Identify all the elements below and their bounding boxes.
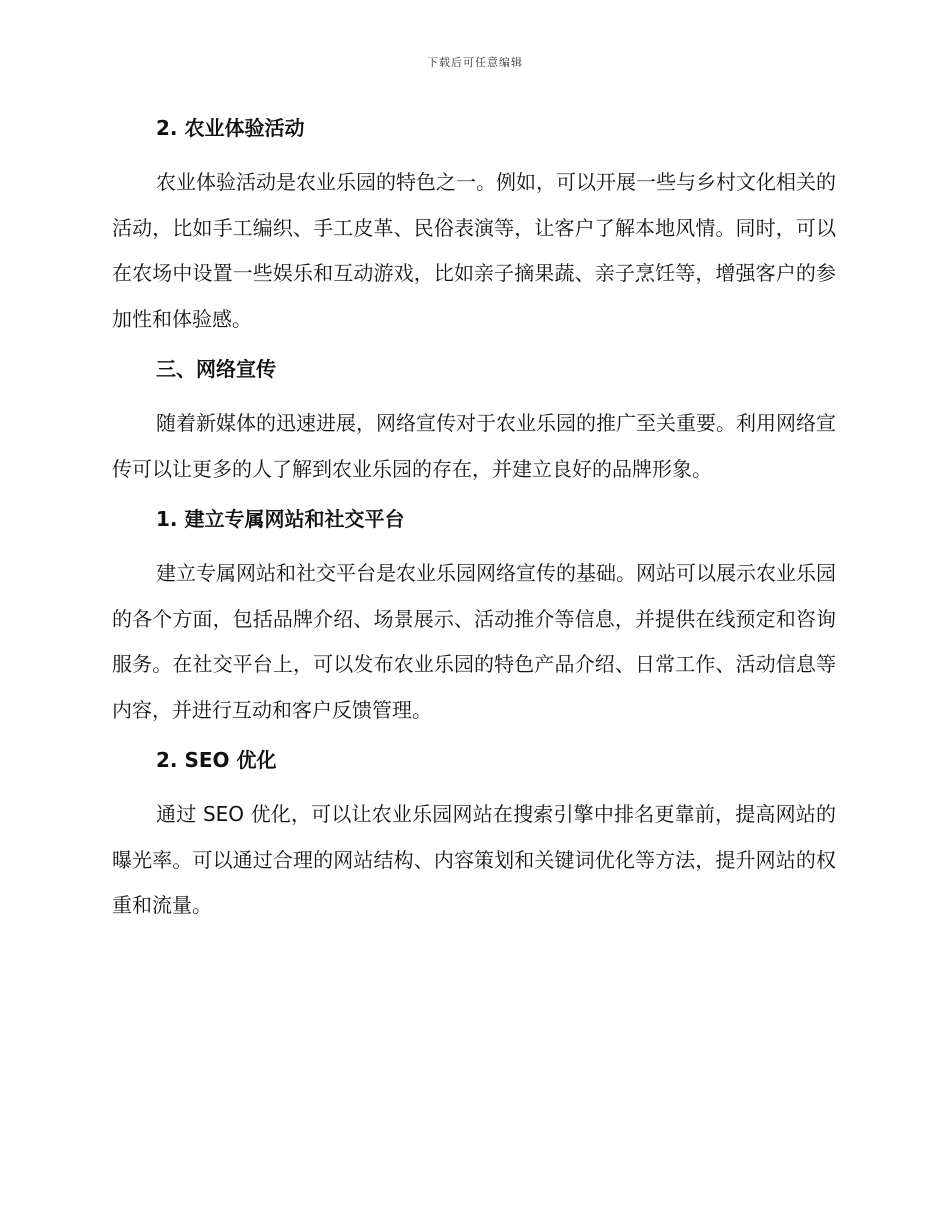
section-heading-online-promotion: 三、网络宣传 (156, 357, 276, 381)
section-heading-agri-experience: 2. 农业体验活动 (156, 116, 305, 140)
section-heading-seo: 2. SEO 优化 (156, 748, 277, 772)
header-note: 下载后可任意编辑 (427, 56, 523, 69)
section-heading-website-social: 1. 建立专属网站和社交平台 (156, 507, 405, 531)
section-paragraph-website-social: 建立专属网站和社交平台是农业乐园网络宣传的基础。网站可以展示农业乐园的各个方面，包括品牌介绍、场景展示、活动推介等信息，并提供在线预定和咨询服务。在社交平台上，可以发布农业乐园的特色产品介绍、日常工作、活动信息等内容，并进行互动和客户反馈管理。 (112, 561, 836, 722)
document-body (112, 110, 836, 938)
section-paragraph-seo: 通过 SEO 优化，可以让农业乐园网站在搜索引擎中排名更靠前，提高网站的曝光率。可以通过合理的网站结构、内容策划和关键词优化等方法，提升网站的权重和流量。 (112, 802, 836, 917)
section-paragraph-online-promotion: 随着新媒体的迅速进展，网络宣传对于农业乐园的推广至关重要。利用网络宣传可以让更多的人了解到农业乐园的存在，并建立良好的品牌形象。 (112, 411, 836, 481)
section-paragraph-agri-experience: 农业体验活动是农业乐园的特色之一。例如，可以开展一些与乡村文化相关的活动，比如手工编织、手工皮革、民俗表演等，让客户了解本地风情。同时，可以在农场中设置一些娱乐和互动游戏，比如亲子摘果蔬、亲子烹饪等，增强客户的参加性和体验感。 (112, 170, 836, 331)
